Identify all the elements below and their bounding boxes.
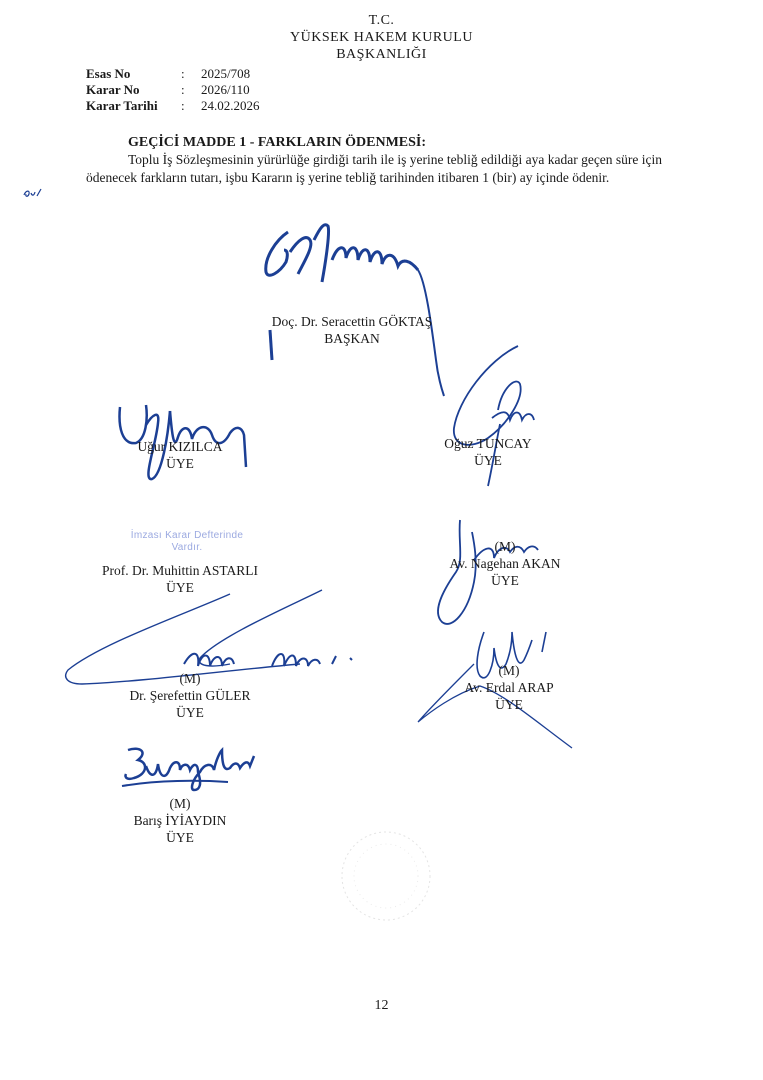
signatory-name: Barış İYİAYDIN	[133, 813, 227, 828]
header-tc: T.C.	[368, 13, 395, 28]
page-number: 12	[374, 998, 389, 1013]
meta-value: 24.02.2026	[201, 98, 260, 113]
signatory-role: BAŞKAN	[324, 331, 380, 346]
meta-row-tarih	[86, 98, 306, 114]
signatory-name: Oğuz TUNCAY	[444, 436, 532, 451]
case-meta	[86, 66, 306, 114]
signatory-name: Av. Erdal ARAP	[464, 680, 554, 695]
register-stamp	[102, 530, 272, 554]
meta-key: Esas No	[86, 66, 131, 81]
meta-value: 2025/708	[201, 66, 251, 81]
sig-arap	[434, 662, 584, 713]
signatory-role: ÜYE	[474, 453, 502, 468]
signatory-name: Prof. Dr. Muhittin ASTARLI	[101, 563, 259, 578]
margin-initials-mark	[22, 186, 48, 200]
sig-president	[252, 313, 452, 347]
sig-akan	[430, 538, 580, 589]
meta-row-esas	[86, 66, 306, 82]
meta-key: Karar No	[86, 82, 140, 97]
signatory-role: ÜYE	[491, 573, 519, 588]
signatory-name: Av. Nagehan AKAN	[449, 556, 561, 571]
signatory-role: ÜYE	[166, 580, 194, 595]
meta-key: Karar Tarihi	[86, 98, 158, 113]
signatory-mark: (M)	[179, 671, 201, 686]
sig-tuncay	[418, 435, 558, 469]
meta-colon: :	[181, 98, 185, 113]
signatory-name: Dr. Şerefettin GÜLER	[129, 688, 251, 703]
meta-colon: :	[181, 66, 185, 81]
signatory-mark: (M)	[498, 663, 520, 678]
sig-guler	[110, 670, 270, 721]
meta-colon: :	[181, 82, 185, 97]
signatory-name: Uğur KIZILCA	[137, 439, 223, 454]
iyiaydin-signature	[118, 744, 263, 794]
meta-value: 2026/110	[201, 82, 250, 97]
sig-kizilca	[100, 438, 260, 472]
embossed-seal	[336, 826, 436, 926]
signatory-role: ÜYE	[176, 705, 204, 720]
meta-row-karar	[86, 82, 306, 98]
president-signature	[258, 210, 458, 405]
article-heading: GEÇİCİ MADDE 1 - FARKLARIN ÖDENMESİ:	[128, 135, 427, 150]
stamp-line-1: İmzası Karar Defterinde	[130, 530, 244, 541]
signatory-name: Doç. Dr. Seracettin GÖKTAŞ	[271, 314, 433, 329]
stamp-line-2: Vardır.	[171, 542, 203, 553]
signatory-role: ÜYE	[166, 456, 194, 471]
header-presidency: BAŞKANLIĞI	[336, 47, 427, 62]
sig-iyiaydin	[100, 795, 260, 846]
signatory-role: ÜYE	[495, 697, 523, 712]
article-text: Toplu İş Sözleşmesinin yürürlüğe girdiği tarih ile iş yerine tebliğ edildiği aya kadar geçen süre için ödenecek farkların tutarı, işbu Kararın iş yerine tebliğ tarihinden itibaren 1 (bir) ay içinde ödenir.	[86, 152, 663, 185]
signatory-mark: (M)	[494, 539, 516, 554]
signatory-mark: (M)	[169, 796, 191, 811]
header-institution: YÜKSEK HAKEM KURULU	[290, 30, 473, 45]
signatory-role: ÜYE	[166, 830, 194, 845]
